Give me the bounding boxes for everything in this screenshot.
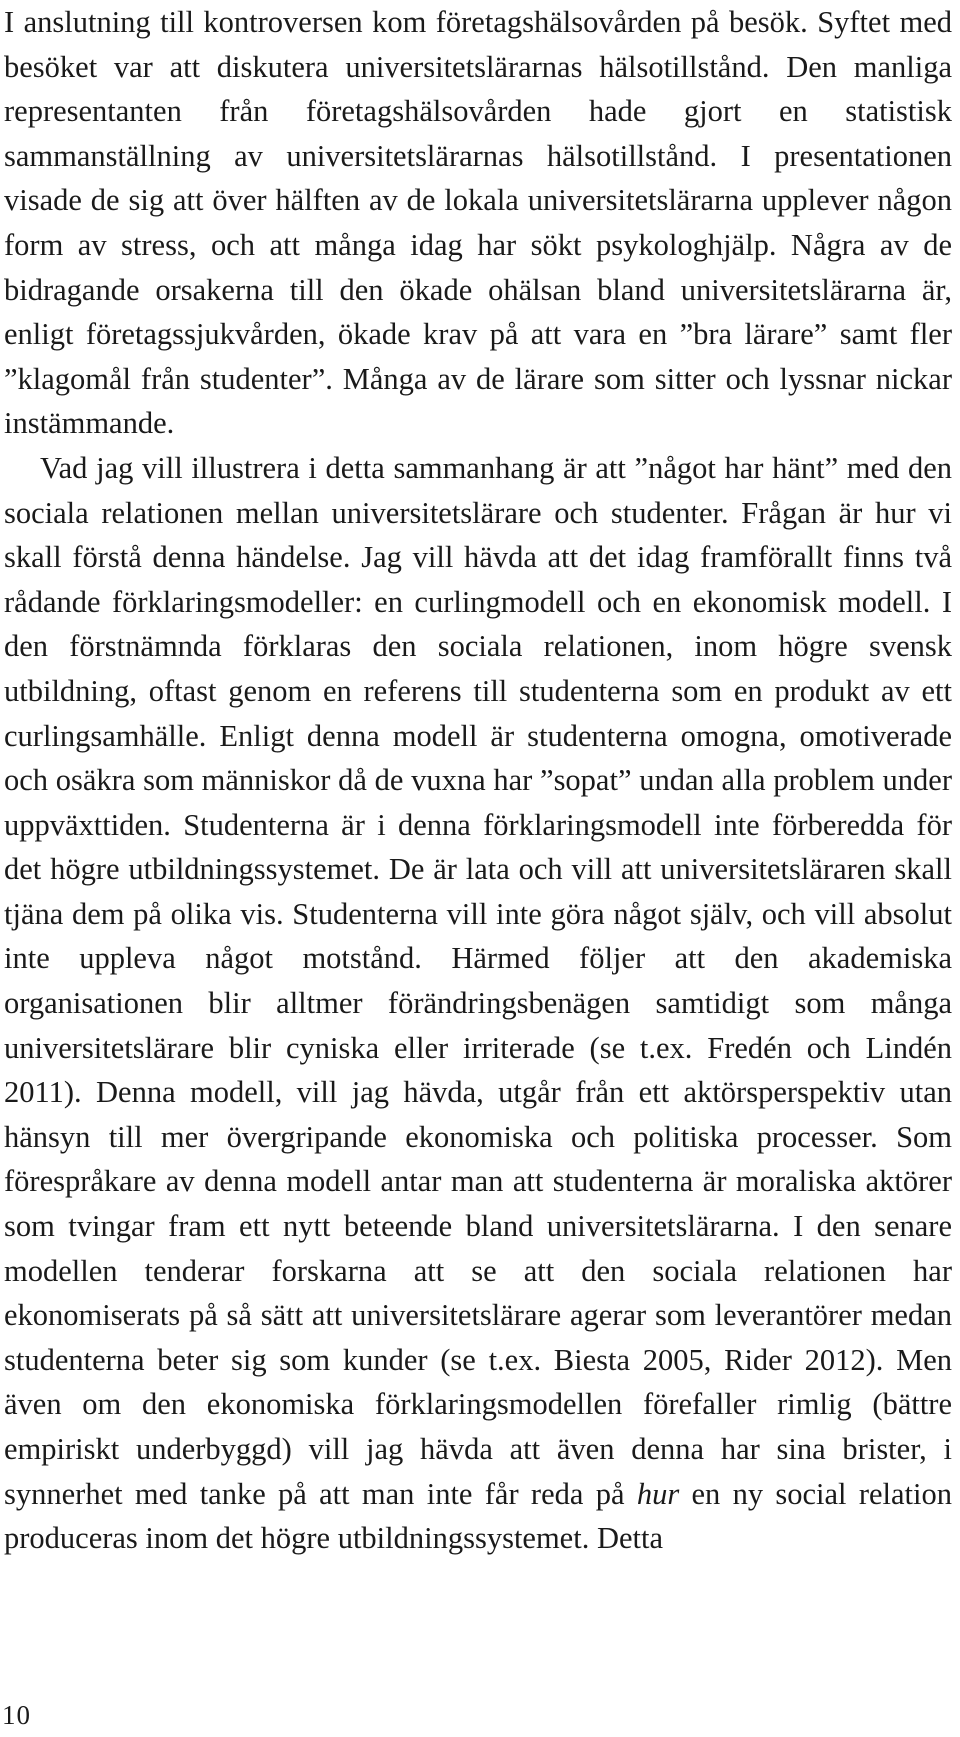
paragraph-2-text-start: Vad jag vill illustrera i detta sammanhang är att ”något har hänt” med den sociala relationen mellan universitetslärare och studenter. Frågan är hur vi skall förstå denna händelse. Jag vill hävda att det idag framförallt finns två rådande förklaringsmodeller: en curlingmodell och en ekonomisk modell. I den förstnämnda förklaras den sociala relationen, inom högre svensk utbildning, oftast genom en referens till studenterna som en produkt av ett curlingsamhälle. Enligt denna modell är studenterna omogna, omotiverade och osäkra som människor då de vuxna har ”sopat” undan alla problem under uppväxttiden. Studenterna är i denna förklaringsmodell inte förberedda för det högre utbildningssystemet. De är lata och vill att universitetsläraren skall tjäna dem på olika vis. Studenterna vill inte göra något själv, och vill absolut inte uppleva något motstånd. Härmed följer att den akademiska organisationen blir alltmer förändringsbenägen samtidigt som många universitetslärare blir cyniska eller irriterade (se t.ex. Fredén och Lindén 2011). Denna modell, vill jag hävda, utgår från ett aktörsperspektiv utan hänsyn till mer övergripande ekonomiska och politiska processer. Som förespråkare av denna modell antar man att studenterna är moraliska aktörer som tvingar fram ett nytt beteende bland universitetslärarna. I den senare modellen tenderar forskarna att se att den sociala relationen har ekonomiserats på så sätt att universitetslärare agerar som leverantörer medan studenterna beter sig som kunder (se t.ex. Biesta 2005, Rider 2012). Men även om den ekonomiska förklaringsmodellen förefaller rimlig (bättre empiriskt underbyggd) vill jag hävda att även denna har sina brister, i synnerhet med tanke på att man inte får reda på (4, 450, 952, 1511)
body-text (4, 0, 952, 1561)
paragraph-2-text-end: en ny social relation produceras inom det högre utbildningssystemet. Detta (4, 1476, 952, 1556)
paragraph-2-italic-word: hur (636, 1476, 680, 1511)
page-number: 10 (2, 1700, 31, 1730)
paragraph-1: I anslutning till kontroversen kom företagshälsovården på besök. Syftet med besöket var att diskutera universitetslärarnas hälsotillstånd. Den manliga representanten från företagshälsovården hade gjort en statistisk sammanställning av universitetslärarnas hälsotillstånd. I presentationen visade de sig att över hälften av de lokala universitetslärarna upplever någon form av stress, och att många idag har sökt psykologhjälp. Några av de bidragande orsakerna till den ökade ohälsan bland universitetslärarna är, enligt företagssjukvården, ökade krav på att vara en ”bra lärare” samt fler ”klagomål från studenter”. Många av de lärare som sitter och lyssnar nickar instämmande. (4, 5, 952, 441)
paragraph-2 (4, 446, 952, 1561)
